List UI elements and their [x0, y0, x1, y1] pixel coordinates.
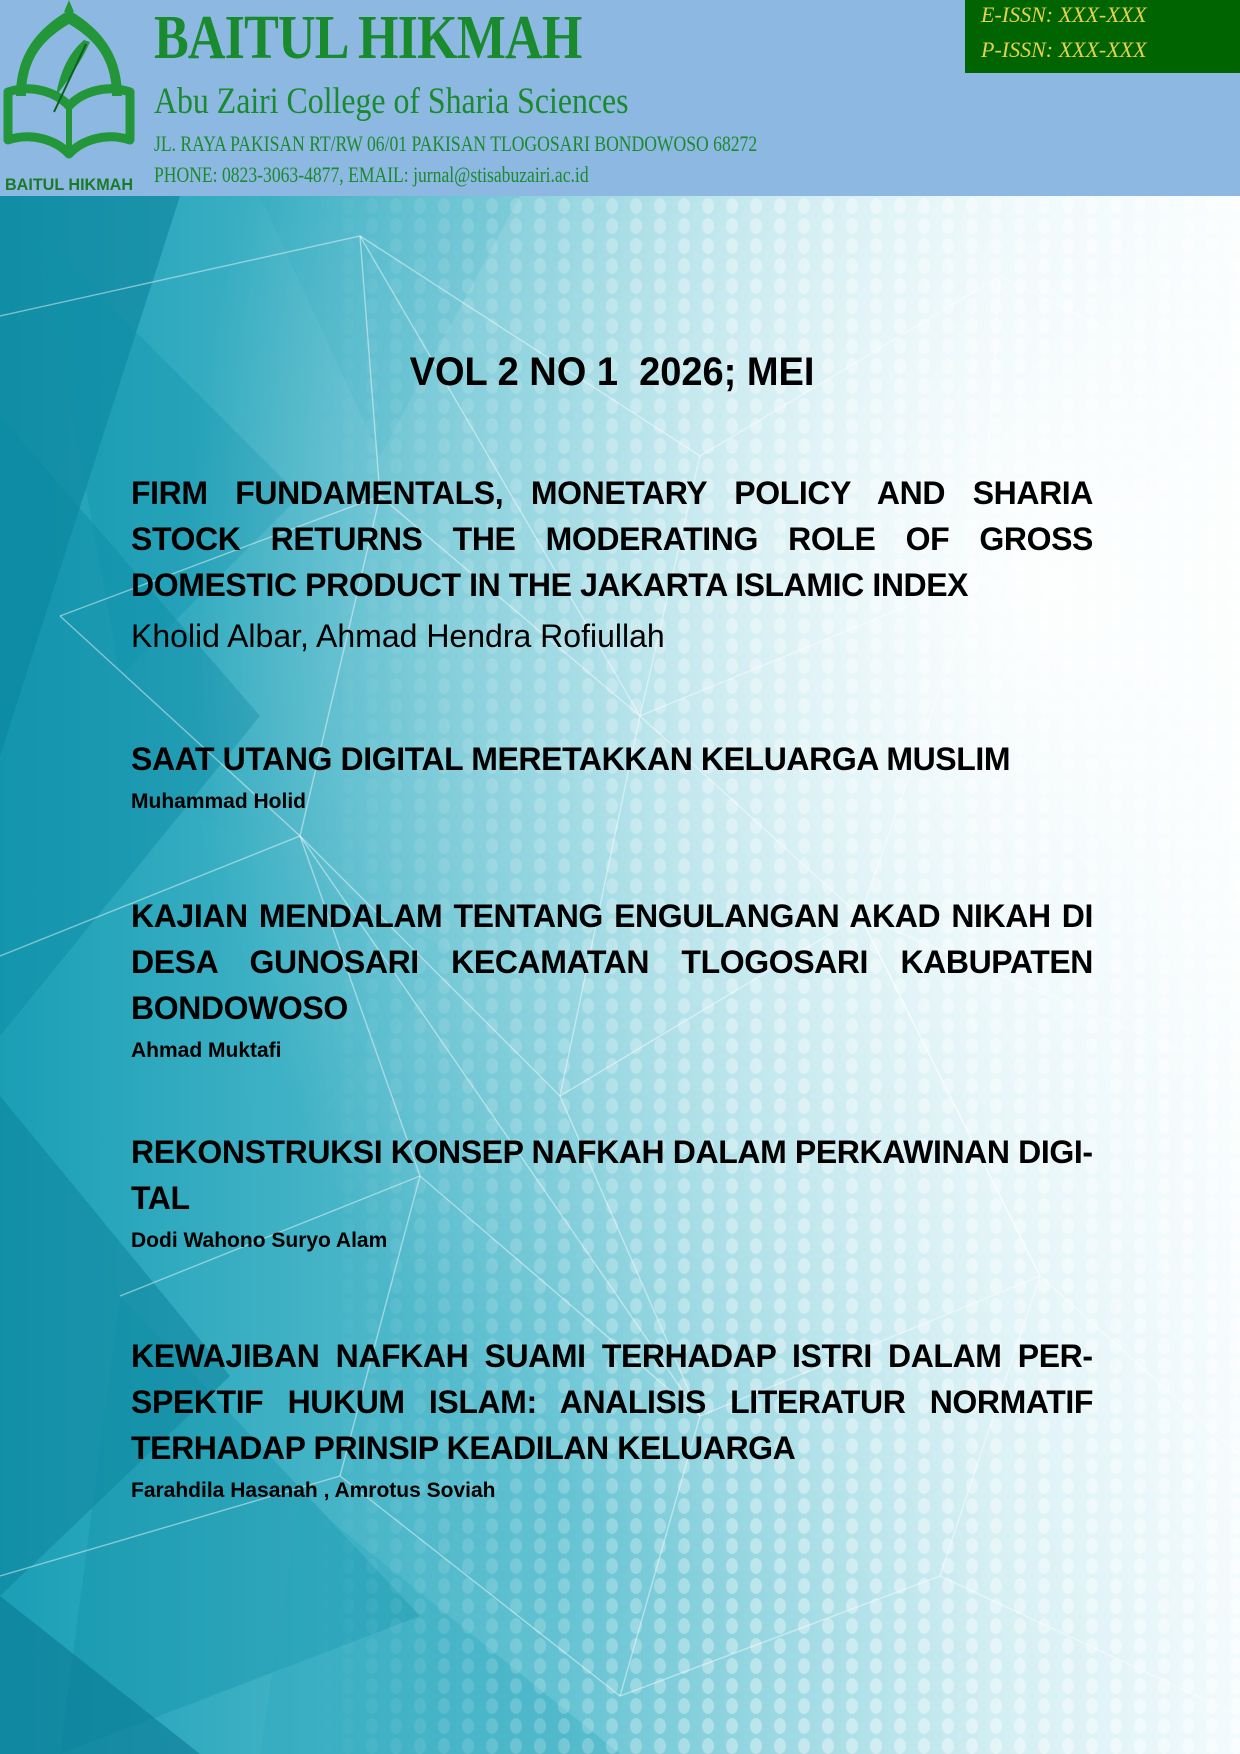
address-line: JL. RAYA PAKISAN RT/RW 06/01 PAKISAN TLOGOSARI BONDOWOSO 68272 [154, 131, 758, 156]
logo-caption: BAITUL HIKMAH [5, 175, 133, 194]
journal-title: BAITUL HIKMAH [154, 4, 582, 72]
article-title: KAJIAN MENDALAM TENTANG ENGULANGAN AKAD NIKAH DI DESA GUNOSARI KECAMATAN TLOGOSARI KABUPATEN BONDOWOSO [131, 898, 1093, 1026]
issn-box [965, 0, 1240, 73]
cover-content [0, 196, 1240, 1754]
volume-issue: VOL 2 NO 1 2026; MEI [409, 350, 815, 394]
college-name: Abu Zairi College of Sharia Sciences [154, 81, 629, 122]
e-issn: E-ISSN: XXX-XXX [981, 2, 1147, 27]
p-issn: P-ISSN: XXX-XXX [981, 37, 1147, 62]
contact-line: PHONE: 0823-3063-4877, EMAIL: jurnal@stisabuzairi.ac.id [154, 162, 589, 187]
article-title: KEWAJIBAN NAFKAH SUAMI TERHADAP ISTRI DALAM PERSPEKTIF HUKUM ISLAM: ANALISIS LITERATUR NORMATIF TERHADAP PRINSIP KEADILAN KELUARGA [131, 1338, 1093, 1466]
article-2 [131, 736, 1093, 816]
article-3 [131, 893, 1093, 1065]
article-1 [131, 470, 1093, 656]
article-authors: Farahdila Hasanah , Amrotus Soviah [131, 1479, 496, 1502]
article-title: REKONSTRUKSI KONSEP NAFKAH DALAM PERKAWINAN DIGITAL [131, 1134, 1093, 1216]
article-authors: Ahmad Muktafi [131, 1039, 282, 1062]
article-authors: Kholid Albar, Ahmad Hendra Rofiullah [131, 618, 665, 654]
baitul-hikmah-logo [2, 0, 136, 196]
journal-header [0, 0, 1240, 196]
article-authors: Muhammad Holid [131, 790, 307, 813]
article-title: FIRM FUNDAMENTALS, MONETARY POLICY AND SHARIA STOCK RETURNS THE MODERATING ROLE OF GROSS DOMESTIC PRODUCT IN THE JAKARTA ISLAMIC INDEX [131, 475, 1093, 603]
article-title: SAAT UTANG DIGITAL MERETAKKAN KELUARGA MUSLIM [131, 741, 1011, 777]
article-authors: Dodi Wahono Suryo Alam [131, 1229, 388, 1252]
article-4 [131, 1129, 1093, 1255]
article-5 [131, 1333, 1093, 1505]
